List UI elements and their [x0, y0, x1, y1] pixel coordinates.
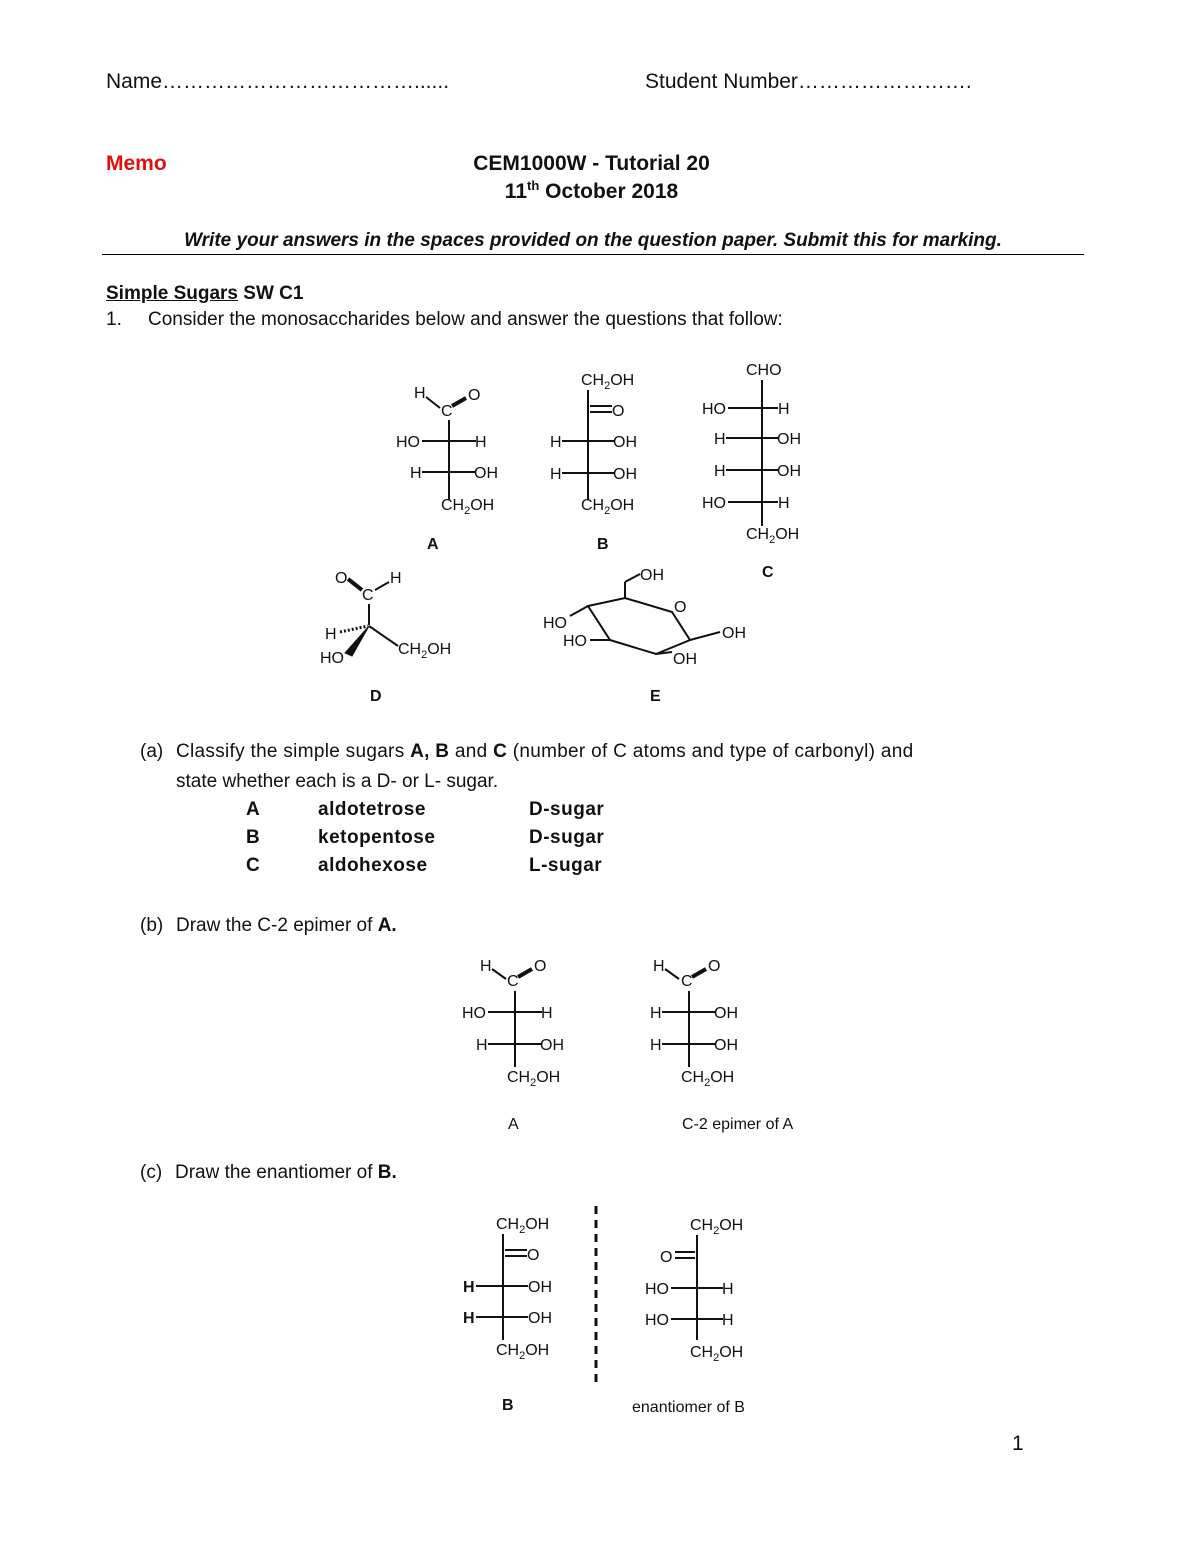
answer-sugar: A: [246, 799, 261, 820]
answer-sugar: C: [246, 855, 261, 876]
structure-b-copy: [463, 1216, 552, 1414]
structure-c: [702, 362, 801, 581]
part-c-bold: B.: [377, 1162, 397, 1183]
structure-a-copy: [462, 958, 564, 1133]
atom-label: HO: [645, 1281, 669, 1298]
section-heading-underlined: Simple Sugars: [106, 283, 238, 304]
structure-a: [396, 385, 498, 553]
atom-label: OH: [640, 567, 664, 584]
caption-enantiomer: enantiomer of B: [632, 1399, 745, 1416]
atom-label: $CH_2OH$: [496, 1216, 550, 1236]
tutorial-date: [0, 178, 1183, 204]
student-number-field-label: Student Number…………………….: [645, 70, 972, 93]
atom-label: HO: [320, 650, 344, 667]
atom-label: HO: [563, 633, 587, 650]
atom-label: $CH_2OH$: [690, 1344, 744, 1364]
structure-d: [320, 570, 451, 705]
atom-label: HO: [462, 1005, 486, 1022]
atom-label: O: [335, 570, 348, 587]
question-number: 1.: [106, 309, 122, 330]
atom-label: OH: [613, 434, 637, 451]
atom-label: $CH_2OH$: [398, 641, 452, 661]
atom-label: OH: [777, 463, 801, 480]
answer-type: aldohexose: [318, 855, 428, 876]
part-a-label: (a): [140, 741, 164, 762]
part-a-comma: ,: [424, 741, 430, 762]
part-a-and: and: [449, 741, 494, 762]
part-c-label: (c): [140, 1162, 163, 1183]
answer-sugar: B: [246, 827, 261, 848]
atom-label: H: [722, 1281, 734, 1298]
atom-label: H: [480, 958, 492, 975]
part-a-bold-b: B: [435, 741, 450, 762]
date-suffix: th: [527, 178, 540, 193]
atom-label: OH: [673, 651, 697, 668]
atom-label: OH: [528, 1279, 552, 1296]
page-title: CEM1000W - Tutorial 20: [473, 152, 710, 175]
answer-config: D-sugar: [529, 799, 605, 820]
atom-label: H: [390, 570, 402, 587]
answer-config: L-sugar: [529, 855, 603, 876]
atom-label: H: [550, 466, 562, 483]
part-b-label: (b): [140, 915, 164, 936]
structure-label-a: A: [427, 536, 439, 553]
part-a-question-line2: state whether each is a D- or L- sugar.: [176, 771, 499, 792]
atom-label: C: [681, 973, 693, 990]
structure-e: [543, 567, 746, 705]
part-a-text-pre: Classify the simple sugars: [176, 741, 411, 762]
atom-label: HO: [396, 434, 420, 451]
atom-label: C: [441, 403, 453, 420]
date-day: 11: [504, 180, 527, 203]
name-field-label: Name………………………………......: [106, 70, 450, 93]
date-rest: October 2018: [539, 180, 679, 203]
atom-label: OH: [540, 1037, 564, 1054]
atom-label: H: [714, 463, 726, 480]
part-a-bold-c: C: [493, 741, 508, 762]
atom-label: O: [674, 599, 687, 616]
atom-label: HO: [645, 1312, 669, 1329]
atom-label: H: [325, 626, 337, 643]
atom-label: H: [778, 401, 790, 418]
answer-type: aldotetrose: [318, 799, 426, 820]
part-a-question: [176, 741, 1026, 763]
atom-label: H: [414, 385, 426, 402]
atom-label: H: [650, 1037, 662, 1054]
part-c-question: [175, 1162, 397, 1184]
atom-label: O: [708, 958, 721, 975]
atom-label: $CH_2OH$: [496, 1342, 550, 1362]
atom-label: H: [476, 1037, 488, 1054]
monosaccharide-structures-figure: [0, 350, 1200, 710]
atom-label: CHO: [746, 362, 782, 379]
structure-label-c: C: [762, 564, 774, 581]
atom-label: OH: [474, 465, 498, 482]
atom-label: H: [722, 1312, 734, 1329]
caption-b: B: [502, 1397, 514, 1414]
atom-label: $CH_2OH$: [681, 1069, 735, 1089]
atom-label: O: [534, 958, 547, 975]
atom-label: OH: [777, 431, 801, 448]
structure-enantiomer-b: [632, 1217, 745, 1416]
atom-label: C: [362, 587, 374, 604]
part-b-bold: A.: [377, 915, 397, 936]
answer-type: ketopentose: [318, 827, 436, 848]
question-text: Consider the monosaccharides below and answer the questions that follow:: [148, 309, 783, 330]
enantiomer-figure: [0, 1200, 1200, 1420]
atom-label: HO: [543, 615, 567, 632]
atom-label: H: [653, 958, 665, 975]
atom-label: $CH_2OH$: [746, 526, 800, 546]
atom-label: H: [650, 1005, 662, 1022]
atom-label: H: [463, 1279, 475, 1296]
atom-label: $CH_2OH$: [507, 1069, 561, 1089]
caption-a: A: [508, 1116, 519, 1133]
atom-label: H: [550, 434, 562, 451]
part-b-text: Draw the C-2 epimer of: [176, 915, 378, 936]
structure-b: [550, 372, 637, 553]
atom-label: H: [475, 434, 487, 451]
structure-label-d: D: [370, 688, 382, 705]
atom-label: $CH_2OH$: [581, 497, 635, 517]
atom-label: O: [612, 403, 625, 420]
epimer-figure: [0, 945, 1200, 1145]
section-heading-rest: SW C1: [238, 283, 304, 304]
atom-label: OH: [613, 466, 637, 483]
page-number: 1: [1012, 1432, 1024, 1455]
atom-label: O: [660, 1249, 673, 1266]
atom-label: HO: [702, 401, 726, 418]
atom-label: O: [527, 1247, 540, 1264]
atom-label: OH: [714, 1005, 738, 1022]
atom-label: HO: [702, 495, 726, 512]
atom-label: H: [541, 1005, 553, 1022]
atom-label: H: [778, 495, 790, 512]
caption-c2-epimer: C-2 epimer of A: [682, 1116, 794, 1133]
atom-label: H: [463, 1310, 475, 1327]
atom-label: H: [410, 465, 422, 482]
atom-label: OH: [722, 625, 746, 642]
structure-c2-epimer: [650, 958, 793, 1133]
structure-label-e: E: [650, 688, 661, 705]
part-c-text: Draw the enantiomer of: [175, 1162, 378, 1183]
atom-label: O: [468, 387, 481, 404]
atom-label: H: [714, 431, 726, 448]
memo-label: Memo: [106, 152, 167, 175]
part-a-bold-a: A: [410, 741, 425, 762]
atom-label: $CH_2OH$: [690, 1217, 744, 1237]
part-b-question: [176, 915, 397, 937]
instructions: Write your answers in the spaces provided on the question paper. Submit this for marking.: [102, 230, 1084, 255]
atom-label: OH: [528, 1310, 552, 1327]
atom-label: $CH_2OH$: [441, 497, 495, 517]
structure-label-b: B: [597, 536, 609, 553]
part-a-text-post: (number of C atoms and type of carbonyl) and: [507, 741, 914, 762]
answer-config: D-sugar: [529, 827, 605, 848]
atom-label: $CH_2OH$: [581, 372, 635, 392]
atom-label: OH: [714, 1037, 738, 1054]
section-heading: [106, 283, 303, 305]
atom-label: C: [507, 973, 519, 990]
